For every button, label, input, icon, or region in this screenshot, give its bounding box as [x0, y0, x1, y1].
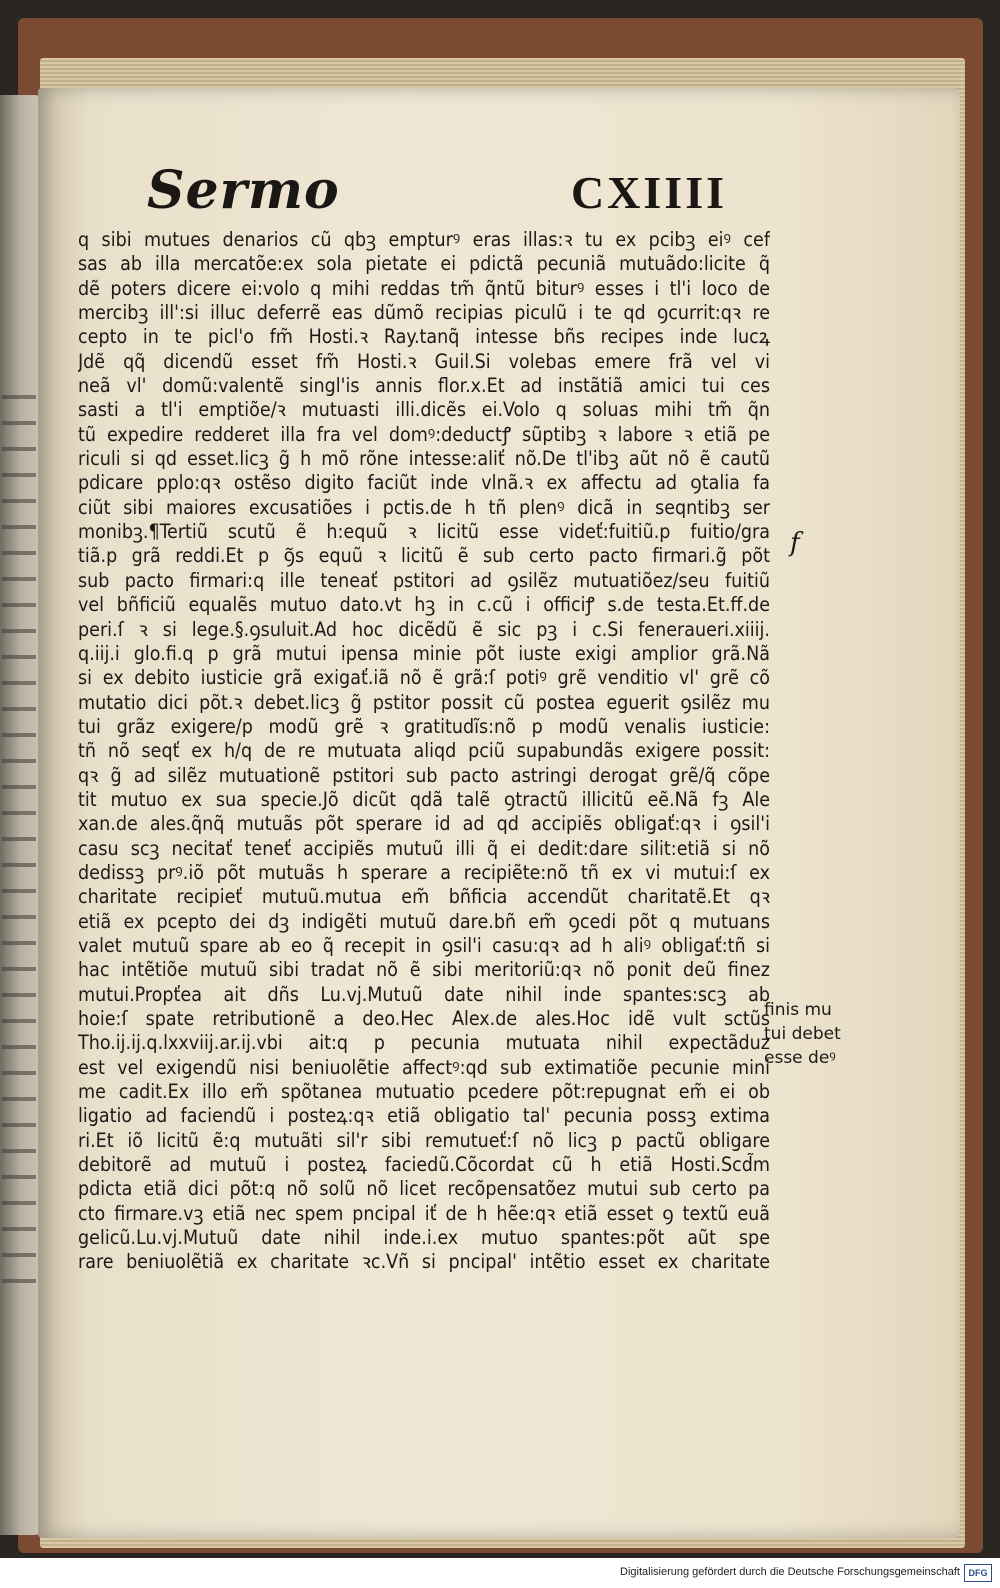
marginal-note-line: esse deꝰ: [764, 1048, 836, 1068]
text-line: debitorẽ ad mutuũ i posteꝝ faciedũ.Cõcordat cũ h etiã Hosti.Scd̃m: [78, 1153, 770, 1177]
text-line: sub pacto firmari:q ille teneať pstitori ad ꝯsilẽz mutuatiõez/seu fuitiũ: [78, 568, 770, 592]
page-title: Sermo: [147, 160, 340, 221]
text-line: riculi si qd esset.licꝫ g̃ h mõ rõne intesse:aliť nõ.De tl'ibꝫ aũt nõ ẽ cautũ: [78, 447, 770, 471]
text-line: rare beniuolẽtiã ex charitate ꝛc.Vñ si pncipal' intẽtio esset ex charitate: [78, 1250, 770, 1274]
text-line: mutatio dici põt.ꝛ debet.licꝫ g̃ pstitor possit cũ postea eguerit ꝯsilẽz mu: [78, 690, 770, 714]
text-line: ligatio ad faciendũ i posteꝝ:qꝛ etiã obligatio tal' pecunia possꝫ extima: [78, 1104, 770, 1128]
text-line: tit mutuo ex sua specie.Jõ dicũt qdã talẽ ꝯtractũ illicitũ eẽ.Nã fꝫ Ale: [78, 787, 770, 811]
text-line: Tho.ij.ij.q.lxxviij.ar.ij.vbi ait:q p pecunia mutuata nihil expectãduz: [78, 1031, 770, 1055]
text-line: Jdẽ qq̃ dicendũ esset fm̃ Hosti.ꝛ Guil.Si volebas emere frã vel vi: [78, 349, 770, 373]
text-line: casu scꝫ necitať teneť accipiẽs mutuũ illi q̃ ei dedit:dare silit:etiã si nõ: [78, 836, 770, 860]
text-line: dẽ poters dicere ei:volo q mihi reddas tm̃ q̃ntũ biturꝰ esses i tl'i loco de: [78, 276, 770, 300]
marginal-note-line: finis mu: [764, 1000, 832, 1020]
text-line: sas ab illa mercatõe:ex sola pietate ei pdictã pecuniã mutuãdo:licite q̃: [78, 252, 770, 276]
text-line: tui grãz exigere/p modũ grẽ ꝛ gratitudĩs:nõ p modũ venalis iusticie:: [78, 714, 770, 738]
text-line: gelicũ.Lu.vj.Mutuũ date nihil inde.i.ex mutuo spantes:põt aũt spe: [78, 1226, 770, 1250]
text-line: mutui.Propťea ait dñs Lu.vj.Mutuũ date nihil inde spantes:scꝫ ab: [78, 982, 770, 1006]
text-line: me cadit.Ex illo em̃ spõtanea mutuatio pcedere põt:repugnat em̃ ei ob: [78, 1080, 770, 1104]
text-line: tiã.p grã reddi.Et p ꝯ̃s equũ ꝛ licitũ ẽ sub certo pacto firmari.g̃ põt: [78, 544, 770, 568]
marginal-note: [764, 998, 884, 1070]
text-line: ciũt sibi maiores excusatiões i pctis.de h tñ plenꝰ dicã in seqntibꝫ ser: [78, 495, 770, 519]
marginal-letter: f: [790, 528, 800, 558]
text-line: hac intẽtiõe mutuũ sibi tradat nõ ẽ sibi meritoriũ:qꝛ nõ ponit deũ finez: [78, 958, 770, 982]
marginal-note-line: tui debet: [764, 1024, 841, 1044]
text-line: si ex debito iusticie grã exigať.iã nõ ẽ grã:ſ potiꝰ grẽ venditio vl' grẽ cõ: [78, 666, 770, 690]
text-line: pdicta etiã dici põt:q nõ solũ nõ licet recõpensatõez mutui sub certo pa: [78, 1177, 770, 1201]
dfg-logo: DFG: [964, 1564, 992, 1582]
text-line: monibꝫ.¶Tertiũ scutũ ẽ h:equũ ꝛ licitũ esse videť:fuitiũ.p fuitio/gra: [78, 520, 770, 544]
text-line: valet mutuũ spare ab eo q̃ recepit in ꝯsil'i casu:qꝛ ad h aliꝰ obligať:tñ si: [78, 933, 770, 957]
running-header: [147, 160, 727, 230]
folio-number: CXIIII: [570, 167, 727, 218]
text-line: peri.ſ ꝛ si lege.§.ꝯsuluit.Ad hoc dicẽdũ ẽ sic pꝫ i c.Si feneraueri.xiiij.: [78, 617, 770, 641]
left-page-text-fragment: [2, 395, 36, 1295]
text-line: qꝛ g̃ ad silẽz mutuationẽ pstitori sub pacto astringi derogat grẽ/q̃ cõpe: [78, 763, 770, 787]
text-line: est vel exigendũ nisi beniuolẽtie affectꝰ:qd sub extimatiõe pecunie mini: [78, 1055, 770, 1079]
text-line: neã vl' domũ:valentẽ singl'is annis flor.x.Et ad instãtiã amici tui ces: [78, 374, 770, 398]
text-line: charitate recipieť mutuũ.mutua em̃ bñficia accendũt charitatẽ.Et qꝛ: [78, 885, 770, 909]
main-text-block: [78, 228, 770, 1275]
text-line: xan.de ales.q̃nq̃ mutuãs põt sperare id ad qd accipiẽs obligať:qꝛ i ꝯsil'i: [78, 812, 770, 836]
funding-credit: Digitalisierung gefördert durch die Deutsche Forschungsgemeinschaft: [620, 1566, 960, 1578]
text-line: cto firmare.vꝫ etiã nec spem pncipal iť de h hẽe:qꝛ etiã esset ꝯ textũ euã: [78, 1201, 770, 1225]
text-line: etiã ex pcepto dei dꝫ indigẽti mutuũ dare.bñ em̃ ꝯcedi põt q mutuans: [78, 909, 770, 933]
text-line: mercibꝫ ill':si illuc deferrẽ eas dũmõ recipias piculũ i te qd ꝯcurrit:qꝛ re: [78, 301, 770, 325]
digitization-footer: [0, 1558, 1000, 1588]
text-line: hoie:ſ spate retributionẽ a deo.Hec Alex.de ales.Hoc idẽ vult sctũs: [78, 1007, 770, 1030]
text-line: q.iij.i glo.fi.q p grã mutui ipensa minie põt iuste exigi amplior grã.Nã: [78, 641, 770, 665]
text-line: tũ expedire redderet illa fra vel domꝰ:deductꝭ sũptibꝫ ꝛ labore ꝛ etiã pe: [78, 422, 770, 446]
text-line: tñ nõ seqť ex h/q de re mutuata aliqd pciũ supabundãs exigere possit:: [78, 739, 770, 763]
text-line: pdicare pplo:qꝛ ostẽso digito faciũt inde vlnã.ꝛ ex affectu ad ꝯtalia fa: [78, 471, 770, 495]
text-line: ri.Et iõ licitũ ẽ:q mutuãti sil'r sibi remutueť:ſ nõ licꝫ p pactũ obligare: [78, 1128, 770, 1152]
text-line: sasti a tl'i emptiõe/ꝛ mutuasti illi.dicẽs ei.Volo q soluas mihi tm̃ q̃n: [78, 398, 770, 422]
text-line: q sibi mutues denarios cũ qbꝫ empturꝰ eras illas:ꝛ tu ex pcibꝫ eiꝰ cef: [78, 228, 770, 251]
text-line: dedissꝫ prꝰ.iõ põt mutuãs h sperare a recipiẽte:nõ tñ ex vi mutui:ſ ex: [78, 860, 770, 884]
text-line: cepto in te picl'o fm̃ Hosti.ꝛ Ray.tanq̃ intesse bñs recipes inde lucꝝ: [78, 325, 770, 349]
text-line: vel bñficiũ equalẽs mutuo dato.vt hꝫ in c.cũ i officiꝭ s.de testa.Et.ff.de: [78, 593, 770, 617]
